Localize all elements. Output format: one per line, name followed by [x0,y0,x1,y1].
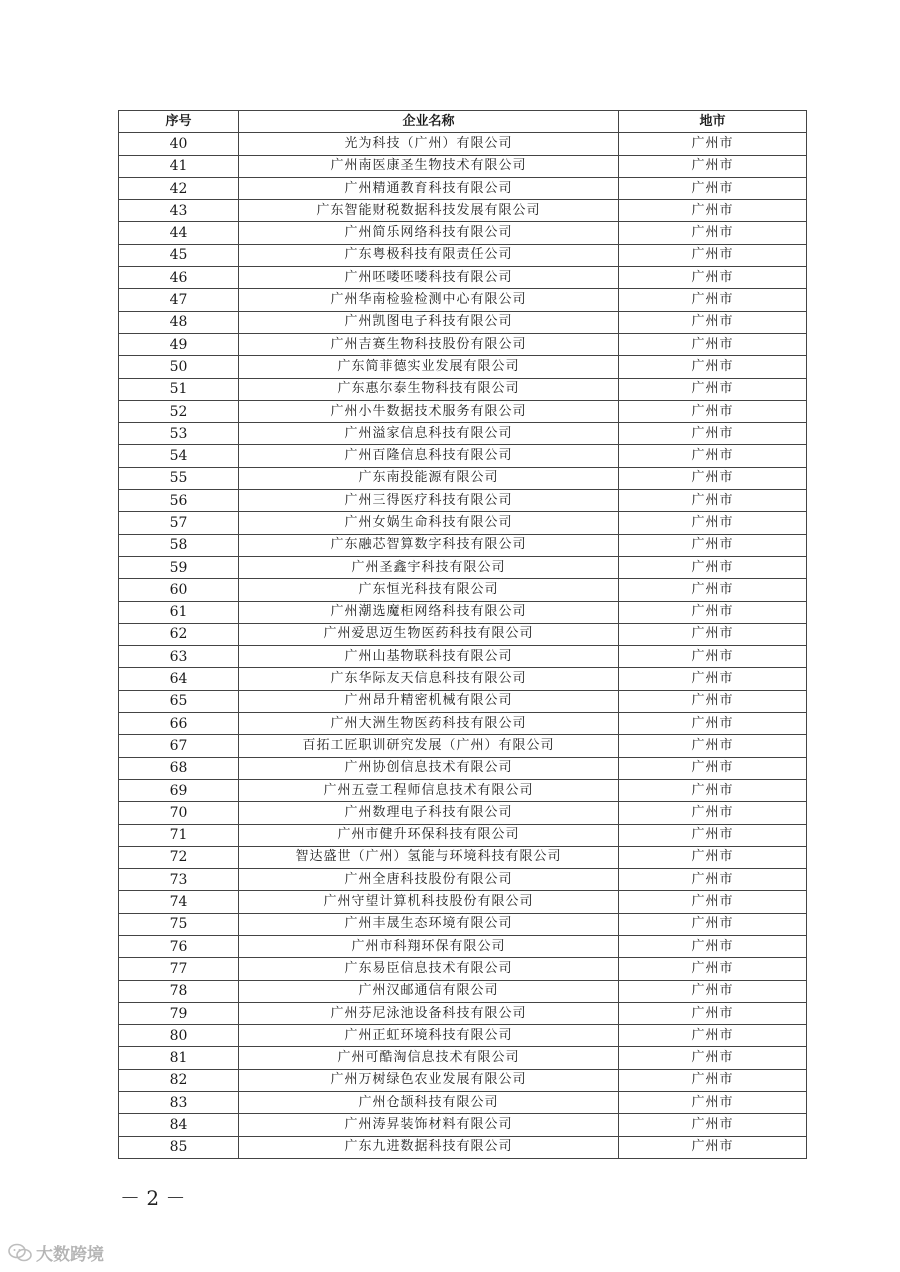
cell-serial-number: 46 [119,267,239,289]
company-list-table-container [118,110,806,1159]
table-row [119,913,807,935]
cell-company-name: 广州百隆信息科技有限公司 [239,445,619,467]
cell-city: 广州市 [619,400,807,422]
cell-city: 广州市 [619,690,807,712]
cell-company-name: 广东恒光科技有限公司 [239,579,619,601]
cell-city: 广州市 [619,935,807,957]
table-row [119,1069,807,1091]
cell-company-name: 广州溢家信息科技有限公司 [239,423,619,445]
cell-company-name: 广州凯图电子科技有限公司 [239,311,619,333]
cell-city: 广州市 [619,980,807,1002]
table-row [119,869,807,891]
table-row [119,1136,807,1158]
cell-serial-number: 42 [119,177,239,199]
cell-company-name: 广州涛昇装饰材料有限公司 [239,1114,619,1136]
cell-serial-number: 64 [119,668,239,690]
cell-serial-number: 71 [119,824,239,846]
table-row [119,356,807,378]
cell-serial-number: 53 [119,423,239,445]
cell-serial-number: 81 [119,1047,239,1069]
cell-serial-number: 63 [119,646,239,668]
cell-serial-number: 80 [119,1025,239,1047]
cell-serial-number: 77 [119,958,239,980]
cell-city: 广州市 [619,467,807,489]
cell-city: 广州市 [619,200,807,222]
cell-serial-number: 75 [119,913,239,935]
cell-city: 广州市 [619,378,807,400]
cell-serial-number: 83 [119,1092,239,1114]
table-row [119,1002,807,1024]
cell-company-name: 广州汉邮通信有限公司 [239,980,619,1002]
cell-serial-number: 58 [119,534,239,556]
table-row [119,222,807,244]
cell-serial-number: 40 [119,133,239,155]
cell-company-name: 广州万树绿色农业发展有限公司 [239,1069,619,1091]
table-row [119,267,807,289]
table-row [119,802,807,824]
cell-company-name: 广州山基物联科技有限公司 [239,646,619,668]
cell-city: 广州市 [619,289,807,311]
table-row [119,1025,807,1047]
cell-serial-number: 79 [119,1002,239,1024]
cell-company-name: 广州数理电子科技有限公司 [239,802,619,824]
cell-city: 广州市 [619,713,807,735]
cell-city: 广州市 [619,333,807,355]
cell-city: 广州市 [619,512,807,534]
table-row [119,601,807,623]
cell-serial-number: 65 [119,690,239,712]
cell-company-name: 广州简乐网络科技有限公司 [239,222,619,244]
cell-serial-number: 43 [119,200,239,222]
cell-city: 广州市 [619,623,807,645]
cell-city: 广州市 [619,891,807,913]
cell-company-name: 广州五壹工程师信息技术有限公司 [239,779,619,801]
cell-serial-number: 68 [119,757,239,779]
cell-city: 广州市 [619,490,807,512]
cell-city: 广州市 [619,757,807,779]
watermark-text: 大数跨境 [36,1245,104,1265]
cell-company-name: 广州昂升精密机械有限公司 [239,690,619,712]
cell-company-name: 广东易臣信息技术有限公司 [239,958,619,980]
cell-serial-number: 69 [119,779,239,801]
cell-city: 广州市 [619,133,807,155]
table-row [119,556,807,578]
cell-company-name: 广州呸喽呸喽科技有限公司 [239,267,619,289]
table-row [119,690,807,712]
cell-serial-number: 52 [119,400,239,422]
cell-city: 广州市 [619,1002,807,1024]
table-row [119,713,807,735]
cell-company-name: 百拓工匠职训研究发展（广州）有限公司 [239,735,619,757]
cell-serial-number: 61 [119,601,239,623]
cell-city: 广州市 [619,1136,807,1158]
cell-company-name: 广州全唐科技股份有限公司 [239,869,619,891]
table-row [119,846,807,868]
cell-company-name: 广东粤极科技有限责任公司 [239,244,619,266]
cell-serial-number: 84 [119,1114,239,1136]
table-row [119,1114,807,1136]
cell-serial-number: 72 [119,846,239,868]
cell-city: 广州市 [619,958,807,980]
cell-serial-number: 57 [119,512,239,534]
table-row [119,958,807,980]
cell-company-name: 广州丰晟生态环境有限公司 [239,913,619,935]
cell-city: 广州市 [619,779,807,801]
cell-serial-number: 55 [119,467,239,489]
cell-city: 广州市 [619,1047,807,1069]
table-row [119,311,807,333]
cell-serial-number: 54 [119,445,239,467]
cell-company-name: 广州圣鑫宇科技有限公司 [239,556,619,578]
table-row [119,155,807,177]
cell-serial-number: 47 [119,289,239,311]
table-row [119,512,807,534]
page-number: － 2 － [120,1186,186,1210]
cell-serial-number: 76 [119,935,239,957]
cell-serial-number: 82 [119,1069,239,1091]
cell-city: 广州市 [619,824,807,846]
table-row [119,1092,807,1114]
cell-company-name: 广州仓颉科技有限公司 [239,1092,619,1114]
cell-serial-number: 74 [119,891,239,913]
cell-serial-number: 85 [119,1136,239,1158]
table-header-row [119,111,807,133]
table-row [119,177,807,199]
cell-serial-number: 56 [119,490,239,512]
cell-city: 广州市 [619,646,807,668]
cell-city: 广州市 [619,846,807,868]
cell-city: 广州市 [619,1092,807,1114]
table-row [119,333,807,355]
cell-serial-number: 44 [119,222,239,244]
table-row [119,980,807,1002]
cell-serial-number: 45 [119,244,239,266]
cell-city: 广州市 [619,534,807,556]
cell-city: 广州市 [619,356,807,378]
cell-company-name: 广州华南检验检测中心有限公司 [239,289,619,311]
cell-serial-number: 73 [119,869,239,891]
cell-city: 广州市 [619,1114,807,1136]
cell-city: 广州市 [619,556,807,578]
cell-company-name: 广州潮选魔柜网络科技有限公司 [239,601,619,623]
table-row [119,400,807,422]
cell-serial-number: 48 [119,311,239,333]
cell-company-name: 广州女娲生命科技有限公司 [239,512,619,534]
table-row [119,668,807,690]
cell-company-name: 广东南投能源有限公司 [239,467,619,489]
cell-serial-number: 51 [119,378,239,400]
cell-company-name: 广州小牛数据技术服务有限公司 [239,400,619,422]
cell-city: 广州市 [619,445,807,467]
cell-city: 广州市 [619,244,807,266]
table-row [119,779,807,801]
table-row [119,244,807,266]
cell-city: 广州市 [619,668,807,690]
table-row [119,423,807,445]
cell-company-name: 广州正虹环境科技有限公司 [239,1025,619,1047]
cell-serial-number: 59 [119,556,239,578]
cell-serial-number: 62 [119,623,239,645]
table-row [119,757,807,779]
cell-company-name: 广州吉赛生物科技股份有限公司 [239,333,619,355]
table-row [119,646,807,668]
table-row [119,1047,807,1069]
cell-company-name: 智达盛世（广州）氢能与环境科技有限公司 [239,846,619,868]
cell-company-name: 广东简菲德实业发展有限公司 [239,356,619,378]
cell-city: 广州市 [619,913,807,935]
cell-serial-number: 50 [119,356,239,378]
table-row [119,735,807,757]
cell-company-name: 广州精通教育科技有限公司 [239,177,619,199]
cell-serial-number: 70 [119,802,239,824]
cell-city: 广州市 [619,1025,807,1047]
cell-company-name: 广东九进数据科技有限公司 [239,1136,619,1158]
header-city: 地市 [619,111,807,133]
cell-company-name: 广州守望计算机科技股份有限公司 [239,891,619,913]
cell-city: 广州市 [619,267,807,289]
cell-company-name: 广州可酷淘信息技术有限公司 [239,1047,619,1069]
cell-city: 广州市 [619,869,807,891]
cell-company-name: 广州市健升环保科技有限公司 [239,824,619,846]
cell-city: 广州市 [619,177,807,199]
cell-company-name: 广州爱思迈生物医药科技有限公司 [239,623,619,645]
table-row [119,891,807,913]
header-serial-number: 序号 [119,111,239,133]
cell-city: 广州市 [619,423,807,445]
table-row [119,133,807,155]
cell-company-name: 广州芬尼泳池设备科技有限公司 [239,1002,619,1024]
table-row [119,534,807,556]
cell-city: 广州市 [619,802,807,824]
cell-city: 广州市 [619,735,807,757]
cell-city: 广州市 [619,579,807,601]
table-row [119,623,807,645]
table-row [119,200,807,222]
table-row [119,824,807,846]
cell-company-name: 广州市科翔环保有限公司 [239,935,619,957]
company-list-table [118,110,807,1159]
header-company-name: 企业名称 [239,111,619,133]
cell-company-name: 广州大洲生物医药科技有限公司 [239,713,619,735]
watermark [8,1240,104,1265]
table-row [119,579,807,601]
cell-company-name: 广东智能财税数据科技发展有限公司 [239,200,619,222]
cell-serial-number: 67 [119,735,239,757]
cell-city: 广州市 [619,222,807,244]
cell-company-name: 广州南医康圣生物技术有限公司 [239,155,619,177]
cell-company-name: 广东华际友天信息科技有限公司 [239,668,619,690]
table-row [119,289,807,311]
cell-city: 广州市 [619,155,807,177]
cell-serial-number: 66 [119,713,239,735]
cell-company-name: 广州协创信息技术有限公司 [239,757,619,779]
cell-serial-number: 49 [119,333,239,355]
table-row [119,467,807,489]
cell-serial-number: 60 [119,579,239,601]
cell-city: 广州市 [619,1069,807,1091]
table-row [119,490,807,512]
wechat-logo-icon [8,1243,32,1263]
cell-serial-number: 41 [119,155,239,177]
cell-company-name: 光为科技（广州）有限公司 [239,133,619,155]
cell-city: 广州市 [619,601,807,623]
table-body [119,133,807,1159]
table-row [119,378,807,400]
cell-company-name: 广东惠尔泰生物科技有限公司 [239,378,619,400]
cell-company-name: 广东融芯智算数字科技有限公司 [239,534,619,556]
cell-city: 广州市 [619,311,807,333]
cell-serial-number: 78 [119,980,239,1002]
table-row [119,935,807,957]
table-row [119,445,807,467]
cell-company-name: 广州三得医疗科技有限公司 [239,490,619,512]
